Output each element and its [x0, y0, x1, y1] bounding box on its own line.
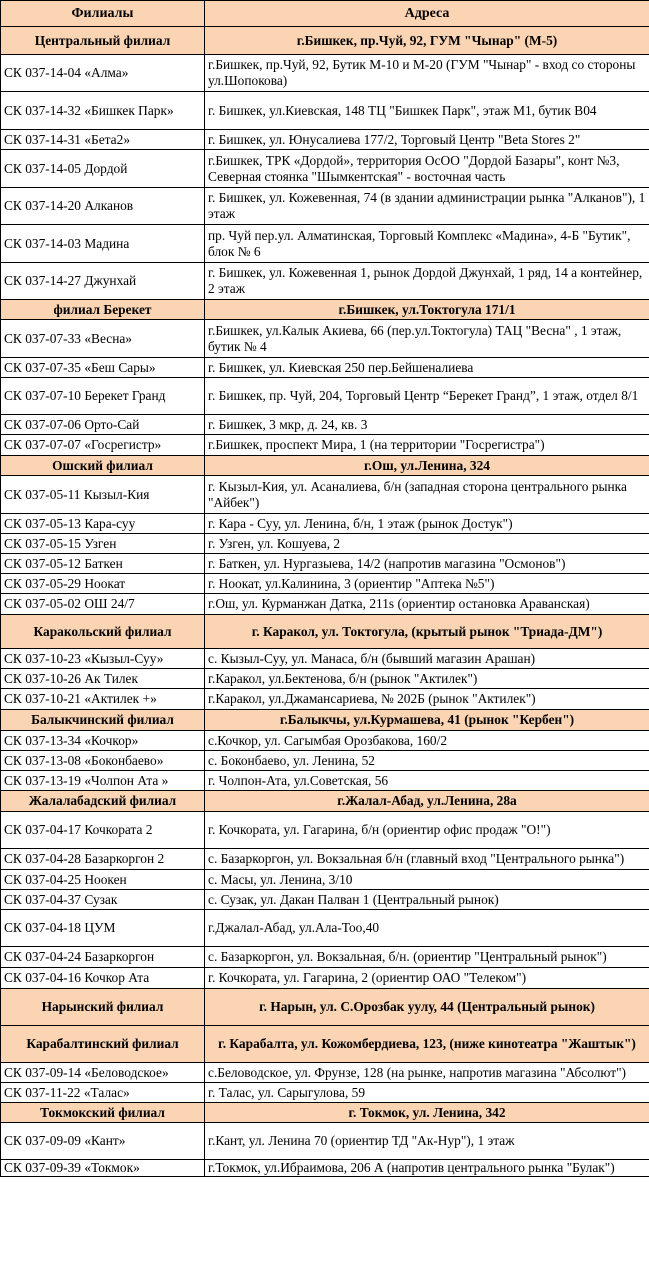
branch-name: СК 037-14-31 «Бета2»: [1, 130, 205, 150]
table-row: [1, 689, 649, 710]
section-address: г.Бишкек, ул.Токтогула 171/1: [205, 300, 649, 320]
branch-address: г.Бишкек, ул.Калык Акиева, 66 (пер.ул.Токтогула) ТАЦ "Весна" , 1 этаж, бутик № 4: [205, 320, 649, 358]
table-row: [1, 476, 649, 514]
branch-name: СК 037-05-15 Узген: [1, 534, 205, 554]
table-row: [1, 1123, 649, 1160]
branch-name: СК 037-05-12 Баткен: [1, 554, 205, 574]
branch-name: СК 037-04-24 Базаркоргон: [1, 947, 205, 968]
section-row: [1, 300, 649, 320]
table-row: [1, 435, 649, 456]
header-addresses: Адреса: [205, 1, 649, 27]
branch-address: г. Кочкората, ул. Гагарина, 2 (ориентир ОАО "Телеком"): [205, 968, 649, 989]
table-row: [1, 849, 649, 870]
branch-address: г. Кызыл-Кия, ул. Асаналиева, б/н (западная сторона центрального рынка "Айбек"): [205, 476, 649, 514]
branch-address: пр. Чуй пер.ул. Алматинская, Торговый Комплекс «Мадина», 4-Б "Бутик", блок № 6: [205, 225, 649, 263]
branch-name: СК 037-11-22 «Талас»: [1, 1083, 205, 1103]
branch-address: с. Кызыл-Суу, ул. Манаса, б/н (бывший магазин Арашан): [205, 649, 649, 669]
branch-name: СК 037-14-03 Мадина: [1, 225, 205, 263]
branch-address: г. Узген, ул. Кошуева, 2: [205, 534, 649, 554]
section-name: Жалалабадский филиал: [1, 791, 205, 812]
section-address: г. Карабалта, ул. Кожомбердиева, 123, (ниже кинотеатра "Жаштык"): [205, 1026, 649, 1063]
table-row: [1, 188, 649, 225]
table-row: [1, 870, 649, 890]
table-row: [1, 669, 649, 689]
table-row: [1, 910, 649, 947]
branch-name: СК 037-05-11 Кызыл-Кия: [1, 476, 205, 514]
table-row: [1, 968, 649, 989]
section-name: Токмокский филиал: [1, 1103, 205, 1123]
section-address: г. Нарын, ул. С.Орозбак уулу, 44 (Центральный рынок): [205, 989, 649, 1026]
table-row: [1, 263, 649, 300]
branch-address: г. Ноокат, ул.Калинина, 3 (ориентир "Аптека №5"): [205, 574, 649, 594]
table-body: [1, 27, 649, 1177]
table-row: [1, 751, 649, 771]
branch-name: СК 037-14-04 «Алма»: [1, 55, 205, 92]
section-row: [1, 1026, 649, 1063]
section-address: г. Каракол, ул. Токтогула, (крытый рынок "Триада-ДМ"): [205, 615, 649, 649]
section-row: [1, 456, 649, 476]
branch-address: с.Кочкор, ул. Сагымбая Орозбакова, 160/2: [205, 731, 649, 751]
branch-address: г.Бишкек, ТРК «Дордой», территория ОсОО "Дордой Базары", конт №3, Северная стоянка "Шымкентская" - восточная часть: [205, 150, 649, 188]
branch-address: г.Каракол, ул.Джамансариева, № 202Б (рынок "Актилек"): [205, 689, 649, 710]
branch-address: с. Базаркоргон, ул. Вокзальная, б/н. (ориентир "Центральный рынок"): [205, 947, 649, 968]
branch-address: г.Бишкек, проспект Мира, 1 (на территории "Госрегистра"): [205, 435, 649, 456]
branch-name: СК 037-07-10 Берекет Гранд: [1, 378, 205, 415]
table-row: [1, 534, 649, 554]
section-address: г.Ош, ул.Ленина, 324: [205, 456, 649, 476]
section-row: [1, 1103, 649, 1123]
section-row: [1, 791, 649, 812]
branch-name: СК 037-04-25 Ноокен: [1, 870, 205, 890]
branch-name: СК 037-05-02 ОШ 24/7: [1, 594, 205, 615]
table-row: [1, 771, 649, 791]
branch-name: СК 037-04-17 Кочкората 2: [1, 812, 205, 849]
section-name: Балыкчинский филиал: [1, 710, 205, 731]
branch-name: СК 037-04-16 Кочкор Ата: [1, 968, 205, 989]
branch-address: с. Боконбаево, ул. Ленина, 52: [205, 751, 649, 771]
branch-address: с. Масы, ул. Ленина, 3/10: [205, 870, 649, 890]
table-header-row: [1, 1, 649, 27]
branch-name: СК 037-04-37 Сузак: [1, 890, 205, 910]
branch-address: г. Бишкек, ул. Кожевенная 1, рынок Дордой Джунхай, 1 ряд, 14 а контейнер, 2 этаж: [205, 263, 649, 300]
branch-name: СК 037-13-19 «Чолпон Ата »: [1, 771, 205, 791]
branch-address: г. Бишкек, пр. Чуй, 204, Торговый Центр “Берекет Гранд”, 1 этаж, отдел 8/1: [205, 378, 649, 415]
branch-name: СК 037-05-13 Кара-суу: [1, 514, 205, 534]
table-row: [1, 378, 649, 415]
branch-name: СК 037-14-32 «Бишкек Парк»: [1, 92, 205, 130]
header-branches: Филиалы: [1, 1, 205, 27]
branch-address: г. Кочкората, ул. Гагарина, б/н (ориентир офис продаж "О!"): [205, 812, 649, 849]
table-row: [1, 1160, 649, 1177]
branch-name: СК 037-13-08 «Боконбаево»: [1, 751, 205, 771]
section-address: г.Бишкек, пр.Чуй, 92, ГУМ "Чынар" (М-5): [205, 27, 649, 55]
table-row: [1, 731, 649, 751]
branch-address: г.Токмок, ул.Ибраимова, 206 А (напротив центрального рынка "Булак"): [205, 1160, 649, 1177]
table-row: [1, 1063, 649, 1083]
branch-name: СК 037-10-21 «Актилек +»: [1, 689, 205, 710]
branch-address: г.Кант, ул. Ленина 70 (ориентир ТД "Ак-Нур"), 1 этаж: [205, 1123, 649, 1160]
section-name: филиал Берекет: [1, 300, 205, 320]
table-row: [1, 150, 649, 188]
branch-name: СК 037-07-33 «Весна»: [1, 320, 205, 358]
branch-address: г. Бишкек, ул.Киевская, 148 ТЦ "Бишкек Парк", этаж М1, бутик В04: [205, 92, 649, 130]
branch-name: СК 037-07-06 Орто-Сай: [1, 415, 205, 435]
table-row: [1, 554, 649, 574]
branch-address: г. Бишкек, ул. Кожевенная, 74 (в здании администрации рынка "Алканов"), 1 этаж: [205, 188, 649, 225]
section-name: Карабалтинский филиал: [1, 1026, 205, 1063]
table-row: [1, 649, 649, 669]
section-address: г. Токмок, ул. Ленина, 342: [205, 1103, 649, 1123]
section-name: Каракольский филиал: [1, 615, 205, 649]
branch-address: г. Бишкек, 3 мкр, д. 24, кв. 3: [205, 415, 649, 435]
branch-name: СК 037-07-07 «Госрегистр»: [1, 435, 205, 456]
section-row: [1, 989, 649, 1026]
table-row: [1, 358, 649, 378]
branch-name: СК 037-14-20 Алканов: [1, 188, 205, 225]
table-row: [1, 415, 649, 435]
branch-address: г.Ош, ул. Курманжан Датка, 211s (ориентир остановка Араванская): [205, 594, 649, 615]
branch-address: г.Бишкек, пр.Чуй, 92, Бутик М-10 и М-20 (ГУМ "Чынар" - вход со стороны ул.Шопокова): [205, 55, 649, 92]
branch-name: СК 037-07-35 «Беш Сары»: [1, 358, 205, 378]
section-address: г.Балыкчы, ул.Курмашева, 41 (рынок "Кербен"): [205, 710, 649, 731]
table-row: [1, 130, 649, 150]
branch-name: СК 037-10-26 Ак Тилек: [1, 669, 205, 689]
branch-name: СК 037-09-39 «Токмок»: [1, 1160, 205, 1177]
branch-name: СК 037-04-18 ЦУМ: [1, 910, 205, 947]
branch-name: СК 037-13-34 «Кочкор»: [1, 731, 205, 751]
branch-address: г.Каракол, ул.Бектенова, б/н (рынок "Актилек"): [205, 669, 649, 689]
table-row: [1, 225, 649, 263]
branch-name: СК 037-05-29 Ноокат: [1, 574, 205, 594]
branch-name: СК 037-10-23 «Кызыл-Суу»: [1, 649, 205, 669]
branch-address: г.Джалал-Абад, ул.Ала-Тоо,40: [205, 910, 649, 947]
table-row: [1, 890, 649, 910]
section-row: [1, 615, 649, 649]
table-row: [1, 92, 649, 130]
branch-name: СК 037-14-27 Джунхай: [1, 263, 205, 300]
branch-address: с.Беловодское, ул. Фрунзе, 128 (на рынке, напротив магазина "Абсолют"): [205, 1063, 649, 1083]
branch-address: г. Бишкек, ул. Киевская 250 пер.Бейшеналиева: [205, 358, 649, 378]
table-row: [1, 320, 649, 358]
section-address: г.Жалал-Абад, ул.Ленина, 28а: [205, 791, 649, 812]
branch-address: с. Базаркоргон, ул. Вокзальная б/н (главный вход "Центрального рынка"): [205, 849, 649, 870]
table-row: [1, 514, 649, 534]
branch-address: г. Талас, ул. Сарыгулова, 59: [205, 1083, 649, 1103]
table-row: [1, 594, 649, 615]
branch-name: СК 037-04-28 Базаркоргон 2: [1, 849, 205, 870]
section-name: Центральный филиал: [1, 27, 205, 55]
branch-address: с. Сузак, ул. Дакан Палван 1 (Центральный рынок): [205, 890, 649, 910]
section-row: [1, 27, 649, 55]
section-name: Ошский филиал: [1, 456, 205, 476]
branch-address: г. Чолпон-Ата, ул.Советская, 56: [205, 771, 649, 791]
table-row: [1, 574, 649, 594]
branch-name: СК 037-09-14 «Беловодское»: [1, 1063, 205, 1083]
table-row: [1, 947, 649, 968]
table-row: [1, 812, 649, 849]
branch-address: г. Баткен, ул. Нургазыева, 14/2 (напротив магазина "Осмонов"): [205, 554, 649, 574]
branch-name: СК 037-09-09 «Кант»: [1, 1123, 205, 1160]
branch-address: г. Кара - Суу, ул. Ленина, б/н, 1 этаж (рынок Достук"): [205, 514, 649, 534]
section-name: Нарынский филиал: [1, 989, 205, 1026]
section-row: [1, 710, 649, 731]
branch-address: г. Бишкек, ул. Юнусалиева 177/2, Торговый Центр "Beta Stores 2": [205, 130, 649, 150]
table-row: [1, 1083, 649, 1103]
table-row: [1, 55, 649, 92]
branch-name: СК 037-14-05 Дордой: [1, 150, 205, 188]
